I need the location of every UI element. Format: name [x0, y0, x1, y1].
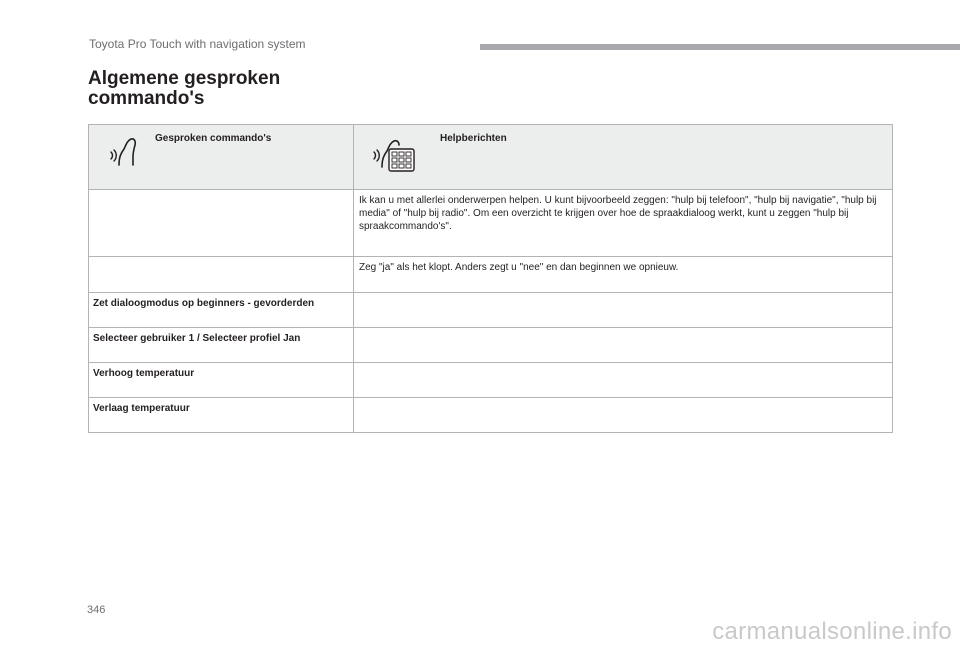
- command-cell: [89, 363, 354, 398]
- voice-command-icon: [107, 135, 137, 173]
- command-cell: [89, 293, 354, 328]
- page-title: Algemene gesproken commando's: [88, 68, 281, 109]
- column-header-help-label: Helpberichten: [440, 133, 507, 144]
- table-header-row: [89, 125, 893, 190]
- voice-commands-table: [88, 124, 893, 433]
- help-message: [354, 293, 892, 301]
- help-cell: [354, 398, 893, 433]
- help-cell: [354, 363, 893, 398]
- column-header-commands-label: Gesproken commando's: [155, 133, 272, 144]
- table-row: [89, 398, 893, 433]
- command-text: Verhoog temperatuur: [93, 368, 195, 379]
- command-text: [89, 257, 353, 262]
- command-text: [89, 190, 353, 195]
- voice-help-keypad-icon: [372, 133, 416, 177]
- header-bar: [480, 44, 960, 50]
- help-cell: [354, 190, 893, 257]
- help-message: [354, 328, 892, 336]
- help-message: [354, 363, 892, 371]
- command-cell: [89, 398, 354, 433]
- table-row: [89, 328, 893, 363]
- help-message: [354, 398, 892, 406]
- running-header: Toyota Pro Touch with navigation system: [89, 37, 306, 51]
- column-header-commands: [89, 125, 354, 190]
- table-row: [89, 363, 893, 398]
- help-message: Ik kan u met allerlei onderwerpen helpen. U kunt bijvoorbeeld zeggen: "hulp bij telefoon", "hulp bij navigatie", "hulp bij media" of "hulp bij radio". Om een overzicht te krijgen over hoe de spraakdialoog werkt, kunt u zeggen "hulp bij spraakcommando's".: [359, 195, 877, 232]
- command-cell: [89, 328, 354, 363]
- command-cell: [89, 257, 354, 293]
- command-text: Verlaag temperatuur: [93, 403, 190, 414]
- table-row: [89, 190, 893, 257]
- help-cell: [354, 257, 893, 293]
- help-cell: [354, 293, 893, 328]
- command-cell: [89, 190, 354, 257]
- command-text: Zet dialoogmodus op beginners - gevorderden: [93, 298, 315, 309]
- page-number: 346: [87, 604, 106, 616]
- table-row: [89, 293, 893, 328]
- watermark-text: carmanualsonline.info: [712, 618, 952, 645]
- column-header-help: [354, 125, 893, 190]
- help-cell: [354, 328, 893, 363]
- help-message: Zeg "ja" als het klopt. Anders zegt u "nee" en dan beginnen we opnieuw.: [359, 262, 679, 273]
- command-text: Selecteer gebruiker 1 / Selecteer profiel Jan: [93, 333, 301, 344]
- table-row: [89, 257, 893, 293]
